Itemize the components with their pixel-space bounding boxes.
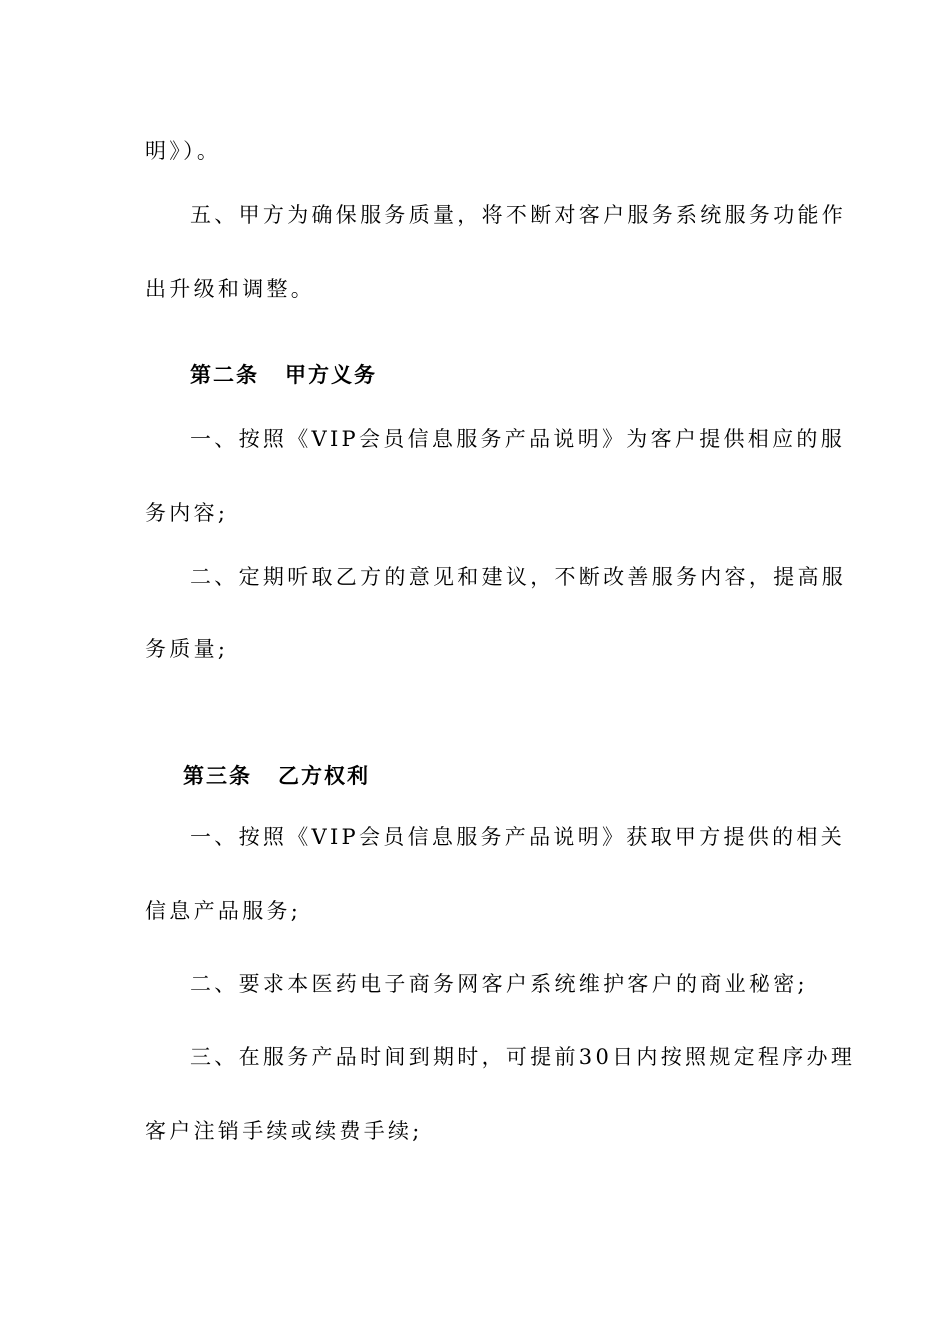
heading-number: 第三条 [183,763,252,788]
paragraph-line: 二、要求本医药电子商务网客户系统维护客户的商业秘密; [190,972,808,996]
paragraph-line: 务内容; [145,501,229,525]
paragraph-line: 务质量; [145,637,229,661]
heading-title: 甲方义务 [285,362,377,387]
paragraph-line: 一、按照《VIP会员信息服务产品说明》获取甲方提供的相关 [190,825,845,849]
paragraph-line: 三、在服务产品时间到期时，可提前30日内按照规定程序办理 [190,1045,856,1069]
paragraph-line: 二、定期听取乙方的意见和建议，不断改善服务内容，提高服 [190,565,847,589]
paragraph-line: 出升级和调整。 [145,277,316,301]
paragraph-line: 信息产品服务; [145,899,302,923]
paragraph-line: 客户注销手续或续费手续; [145,1119,423,1143]
heading-title: 乙方权利 [278,763,370,788]
heading-number: 第二条 [190,362,259,387]
paragraph-line: 明》）。 [145,139,222,163]
paragraph-line: 五、甲方为确保服务质量，将不断对客户服务系统服务功能作 [190,203,847,227]
paragraph-line: 一、按照《VIP会员信息服务产品说明》为客户提供相应的服 [190,427,845,451]
section-heading-article-2 [190,360,810,390]
section-heading-article-3 [183,761,848,791]
